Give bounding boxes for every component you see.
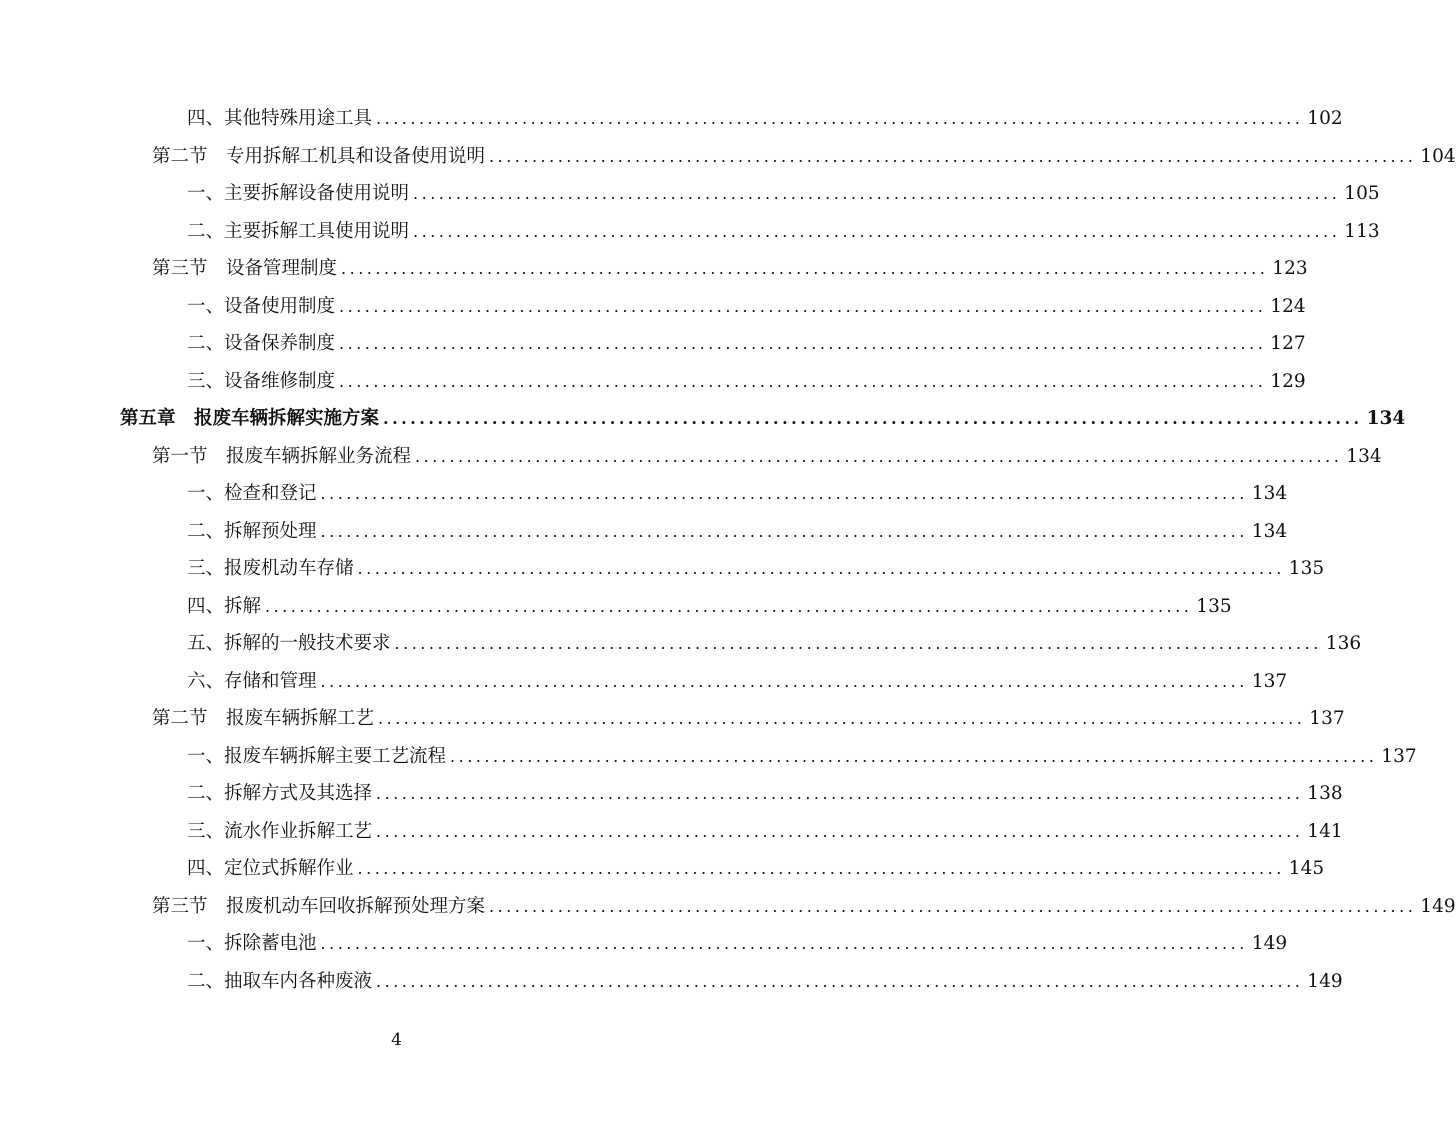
toc-entry-title: 二、主要拆解工具使用说明 (187, 220, 410, 242)
dot-leader: ............................................................................................................ (339, 371, 1267, 391)
toc-entry-title: 二、拆解方式及其选择 (187, 783, 373, 804)
toc-entry-title: 第一节 报废车辆拆解业务流程 (152, 445, 412, 467)
toc-entry-title: 一、拆除蓄电池 (187, 933, 317, 954)
toc-entry-page: 137 (1309, 708, 1345, 729)
toc-entry-page: 104 (1420, 145, 1456, 167)
toc-entry[interactable] (152, 250, 1308, 287)
toc-entry-title: 四、定位式拆解作业 (187, 858, 354, 879)
toc-entry-page: 135 (1288, 558, 1325, 579)
dot-leader: ............................................................................................................ (376, 821, 1304, 841)
toc-entry-title: 第二节 专用拆解工机具和设备使用说明 (152, 145, 486, 167)
toc-entry-title: 第三节 设备管理制度 (152, 258, 338, 279)
dot-leader: ............................................................................................................ (383, 409, 1363, 428)
toc-entry-title: 二、抽取车内各种废液 (187, 970, 373, 992)
dot-leader: ............................................................................................................ (357, 559, 1285, 578)
toc-entry-page: 149 (1251, 933, 1288, 954)
toc-entry[interactable] (152, 138, 1456, 175)
toc-entry[interactable] (187, 775, 1343, 812)
toc-entry-title: 五、拆解的一般技术要求 (187, 633, 391, 654)
toc-entry-page: 134 (1251, 483, 1288, 504)
dot-leader: ............................................................................................................ (450, 746, 1378, 766)
toc-entry[interactable] (152, 700, 1345, 737)
dot-leader: ............................................................................................................ (413, 184, 1341, 203)
toc-entry-page: 149 (1420, 895, 1456, 917)
dot-leader: ............................................................................................................ (413, 221, 1341, 241)
toc-entry-title: 四、拆解 (187, 595, 262, 617)
toc-entry-title: 第二节 报废车辆拆解工艺 (152, 708, 375, 729)
toc-entry[interactable] (187, 175, 1380, 212)
toc-entry-page: 136 (1325, 633, 1362, 654)
toc-entry-title: 一、报废车辆拆解主要工艺流程 (187, 745, 447, 767)
toc-entry-title: 三、报废机动车存储 (187, 558, 354, 579)
toc-entry[interactable] (187, 663, 1288, 700)
toc-entry[interactable] (187, 588, 1232, 625)
toc-entry-page: 135 (1196, 595, 1232, 617)
toc-entry-page: 141 (1307, 820, 1343, 842)
toc-entry-page: 149 (1307, 970, 1343, 992)
toc-entry-page: 124 (1270, 295, 1306, 317)
dot-leader: ............................................................................................................ (320, 671, 1248, 691)
toc-entry[interactable] (187, 738, 1417, 775)
dot-leader: ............................................................................................................ (489, 146, 1417, 166)
toc-entry[interactable] (187, 625, 1362, 662)
toc-entry[interactable] (152, 888, 1456, 925)
toc-entry-page: 137 (1381, 745, 1417, 767)
toc-entry[interactable] (187, 513, 1288, 550)
toc-entry-page: 123 (1272, 258, 1308, 279)
dot-leader: ............................................................................................................ (489, 896, 1417, 916)
toc-chapter-entry[interactable] (120, 400, 1406, 437)
toc-entry-title: 第三节 报废机动车回收拆解预处理方案 (152, 895, 486, 917)
dot-leader: ............................................................................................................ (320, 484, 1248, 503)
toc-entry-page: 134 (1366, 408, 1406, 429)
toc-entry-page: 129 (1270, 370, 1306, 392)
toc-entry-page: 113 (1344, 220, 1380, 242)
dot-leader: ............................................................................................................ (378, 709, 1306, 728)
toc-entry-page: 137 (1251, 670, 1288, 692)
toc-entry-title: 二、拆解预处理 (187, 520, 317, 542)
toc-entry-title: 三、设备维修制度 (187, 370, 336, 392)
dot-leader: ............................................................................................................ (376, 784, 1304, 803)
toc-entry-page: 134 (1251, 520, 1288, 542)
toc-entry-title: 三、流水作业拆解工艺 (187, 820, 373, 842)
toc-entry[interactable] (187, 100, 1343, 137)
toc-entry[interactable] (187, 363, 1306, 400)
dot-leader: ............................................................................................................ (394, 634, 1322, 653)
toc-entry[interactable] (187, 475, 1288, 512)
toc-entry-page: 134 (1346, 445, 1382, 467)
toc-entry[interactable] (187, 850, 1325, 887)
dot-leader: ............................................................................................................ (357, 859, 1285, 878)
dot-leader: ............................................................................................................ (320, 934, 1248, 953)
dot-leader: ............................................................................................................ (339, 334, 1267, 353)
toc-entry[interactable] (152, 438, 1382, 475)
toc-entry[interactable] (187, 963, 1343, 1000)
dot-leader: ............................................................................................................ (341, 259, 1269, 278)
toc-entry-page: 102 (1307, 108, 1343, 129)
toc-entry-title: 一、设备使用制度 (187, 295, 336, 317)
toc-entry-page: 145 (1288, 858, 1325, 879)
toc-entry[interactable] (187, 813, 1343, 850)
toc-entry-title: 六、存储和管理 (187, 670, 317, 692)
toc-entry-title: 二、设备保养制度 (187, 333, 336, 354)
toc-entry[interactable] (187, 288, 1306, 325)
toc-entry-page: 105 (1344, 183, 1380, 204)
toc-entry-title: 一、检查和登记 (187, 483, 317, 504)
toc-entry[interactable] (187, 325, 1306, 362)
toc-entry-title: 第五章 报废车辆拆解实施方案 (120, 408, 380, 429)
dot-leader: ............................................................................................................ (339, 296, 1267, 316)
dot-leader: ............................................................................................................ (376, 109, 1304, 128)
toc-entry[interactable] (187, 550, 1325, 587)
toc-entry-title: 一、主要拆解设备使用说明 (187, 183, 410, 204)
page-number: 4 (391, 1030, 402, 1050)
toc-entry[interactable] (187, 213, 1380, 250)
toc-entry-page: 127 (1270, 333, 1306, 354)
dot-leader: ............................................................................................................ (376, 971, 1304, 991)
dot-leader: ............................................................................................................ (320, 521, 1248, 541)
dot-leader: ............................................................................................................ (415, 446, 1343, 466)
toc-entry[interactable] (187, 925, 1288, 962)
dot-leader: ............................................................................................................ (265, 596, 1193, 616)
toc-entry-page: 138 (1307, 783, 1343, 804)
toc-entry-title: 四、其他特殊用途工具 (187, 108, 373, 129)
